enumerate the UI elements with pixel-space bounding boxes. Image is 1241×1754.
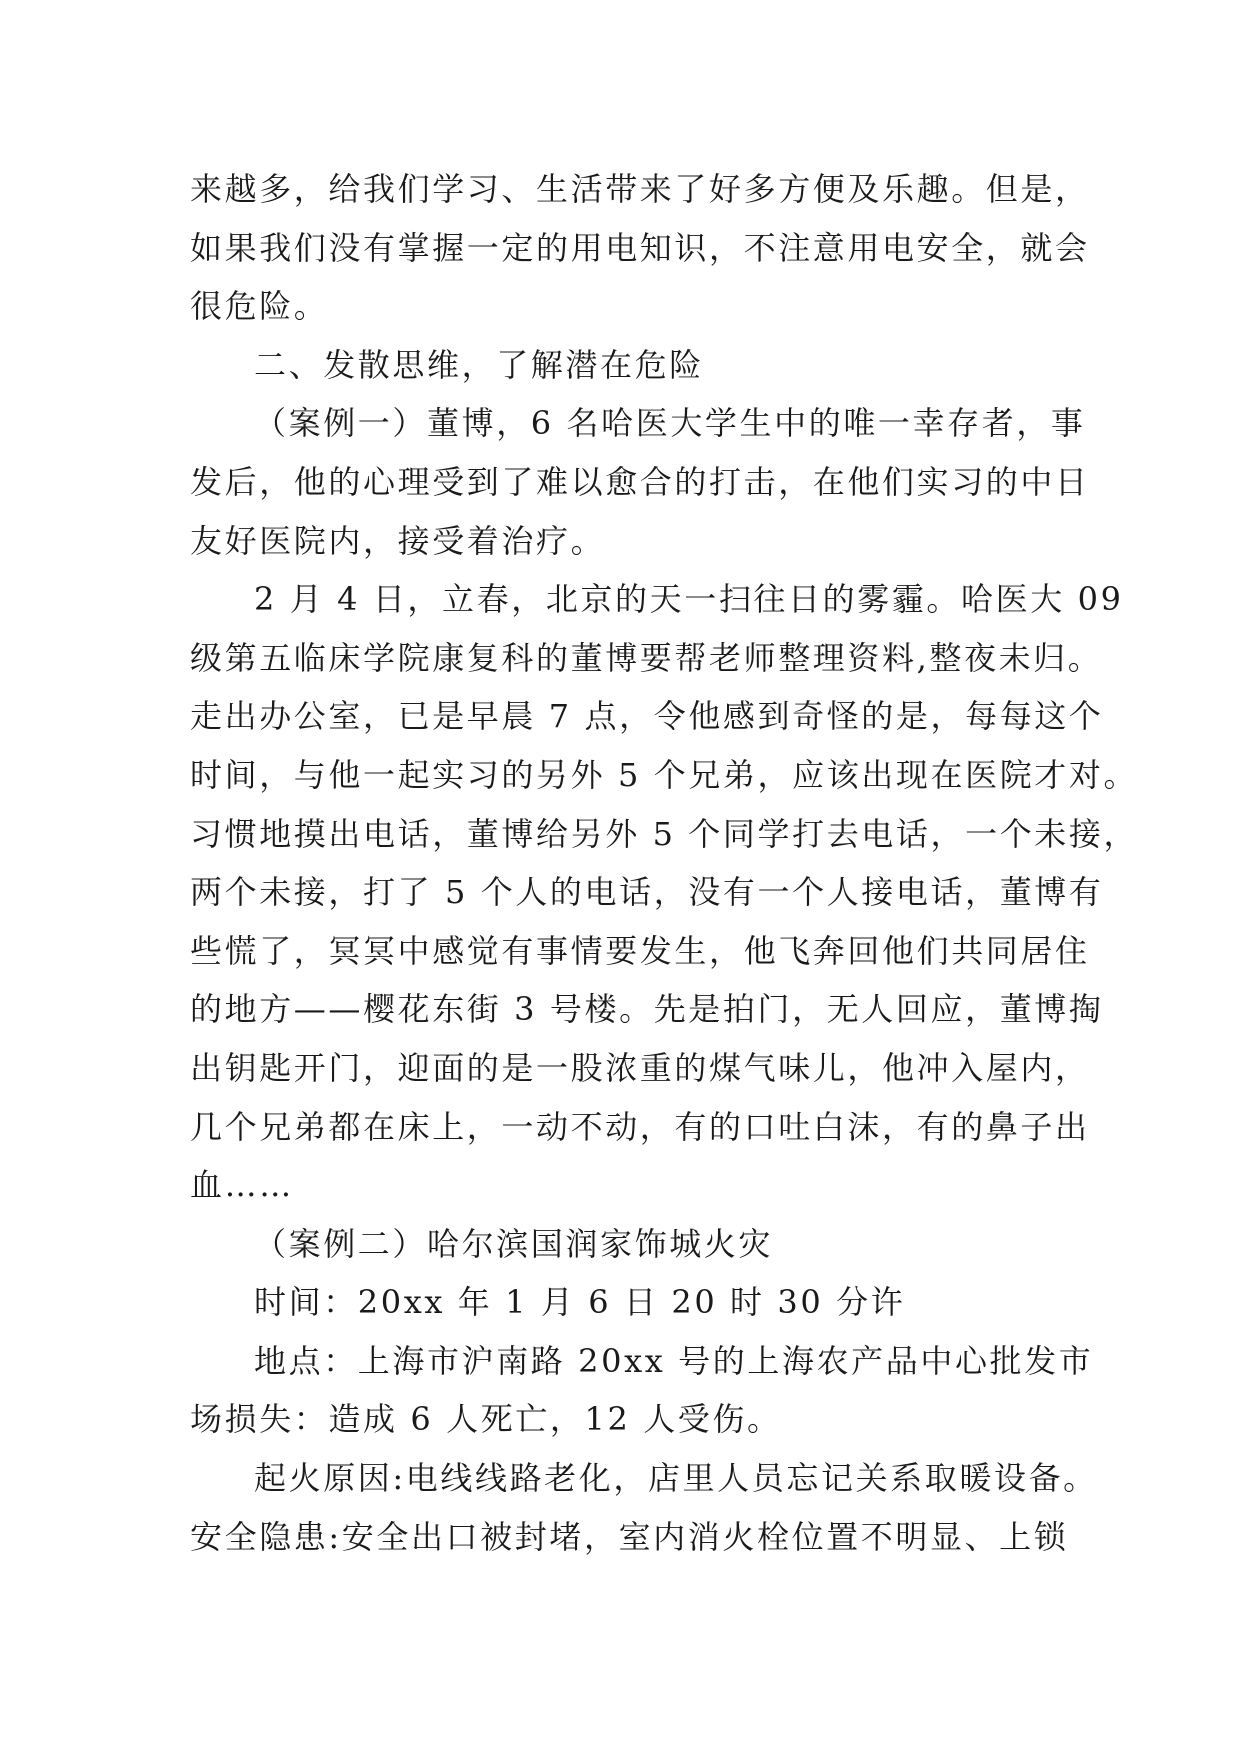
text-line: 地点：上海市沪南路 20xx 号的上海农产品中心批发市 (254, 1341, 1094, 1380)
text-line: 习惯地摸出电话，董博给另外 5 个同学打去电话，一个未接， (190, 814, 1139, 853)
section-heading: 二、发散思维，了解潜在危险 (254, 345, 704, 384)
text-line: 场损失：造成 6 人死亡，12 人受伤。 (190, 1400, 782, 1439)
case-heading: （案例二）哈尔滨国润家饰城火灾 (254, 1224, 774, 1263)
text-line: 的地方——樱花东街 3 号楼。先是拍门，无人回应，董博掏 (190, 990, 1104, 1029)
text-line: 出钥匙开门，迎面的是一股浓重的煤气味儿，他冲入屋内， (190, 1048, 1090, 1087)
text-line: 些慌了，冥冥中感觉有事情要发生，他飞奔回他们共同居住 (190, 931, 1090, 970)
text-line: 几个兄弟都在床上，一动不动，有的口吐白沫，有的鼻子出 (190, 1107, 1090, 1146)
text-line: 安全隐患:安全出口被封堵，室内消火栓位置不明显、上锁 (190, 1517, 1069, 1556)
body-text (190, 160, 1139, 1566)
text-line: 起火原因:电线线路老化，店里人员忘记关系取暖设备。 (254, 1459, 1098, 1498)
text-line: 走出办公室，已是早晨 7 点，令他感到奇怪的是，每每这个 (190, 697, 1104, 736)
text-line: 时间：20xx 年 1 月 6 日 20 时 30 分许 (254, 1283, 906, 1322)
text-line: 友好医院内，接受着治疗。 (190, 521, 606, 560)
text-line: 血…… (190, 1166, 294, 1205)
text-line: 如果我们没有掌握一定的用电知识，不注意用电安全，就会 (190, 228, 1090, 267)
text-line: 发后，他的心理受到了难以愈合的打击，在他们实习的中日 (190, 462, 1090, 501)
text-line: 很危险。 (190, 287, 329, 326)
text-line: 来越多，给我们学习、生活带来了好多方便及乐趣。但是， (190, 170, 1090, 208)
text-line: 两个未接，打了 5 个人的电话，没有一个人接电话，董博有 (190, 873, 1104, 912)
text-line: 级第五临床学院康复科的董博要帮老师整理资料,整夜未归。 (190, 638, 1103, 677)
text-line: （案例一）董博，6 名哈医大学生中的唯一幸存者，事 (254, 404, 1086, 443)
text-line: 2 月 4 日，立春，北京的天一扫往日的雾霾。哈医大 09 (254, 580, 1124, 619)
text-line: 时间，与他一起实习的另外 5 个兄弟，应该出现在医院才对。 (190, 755, 1139, 794)
